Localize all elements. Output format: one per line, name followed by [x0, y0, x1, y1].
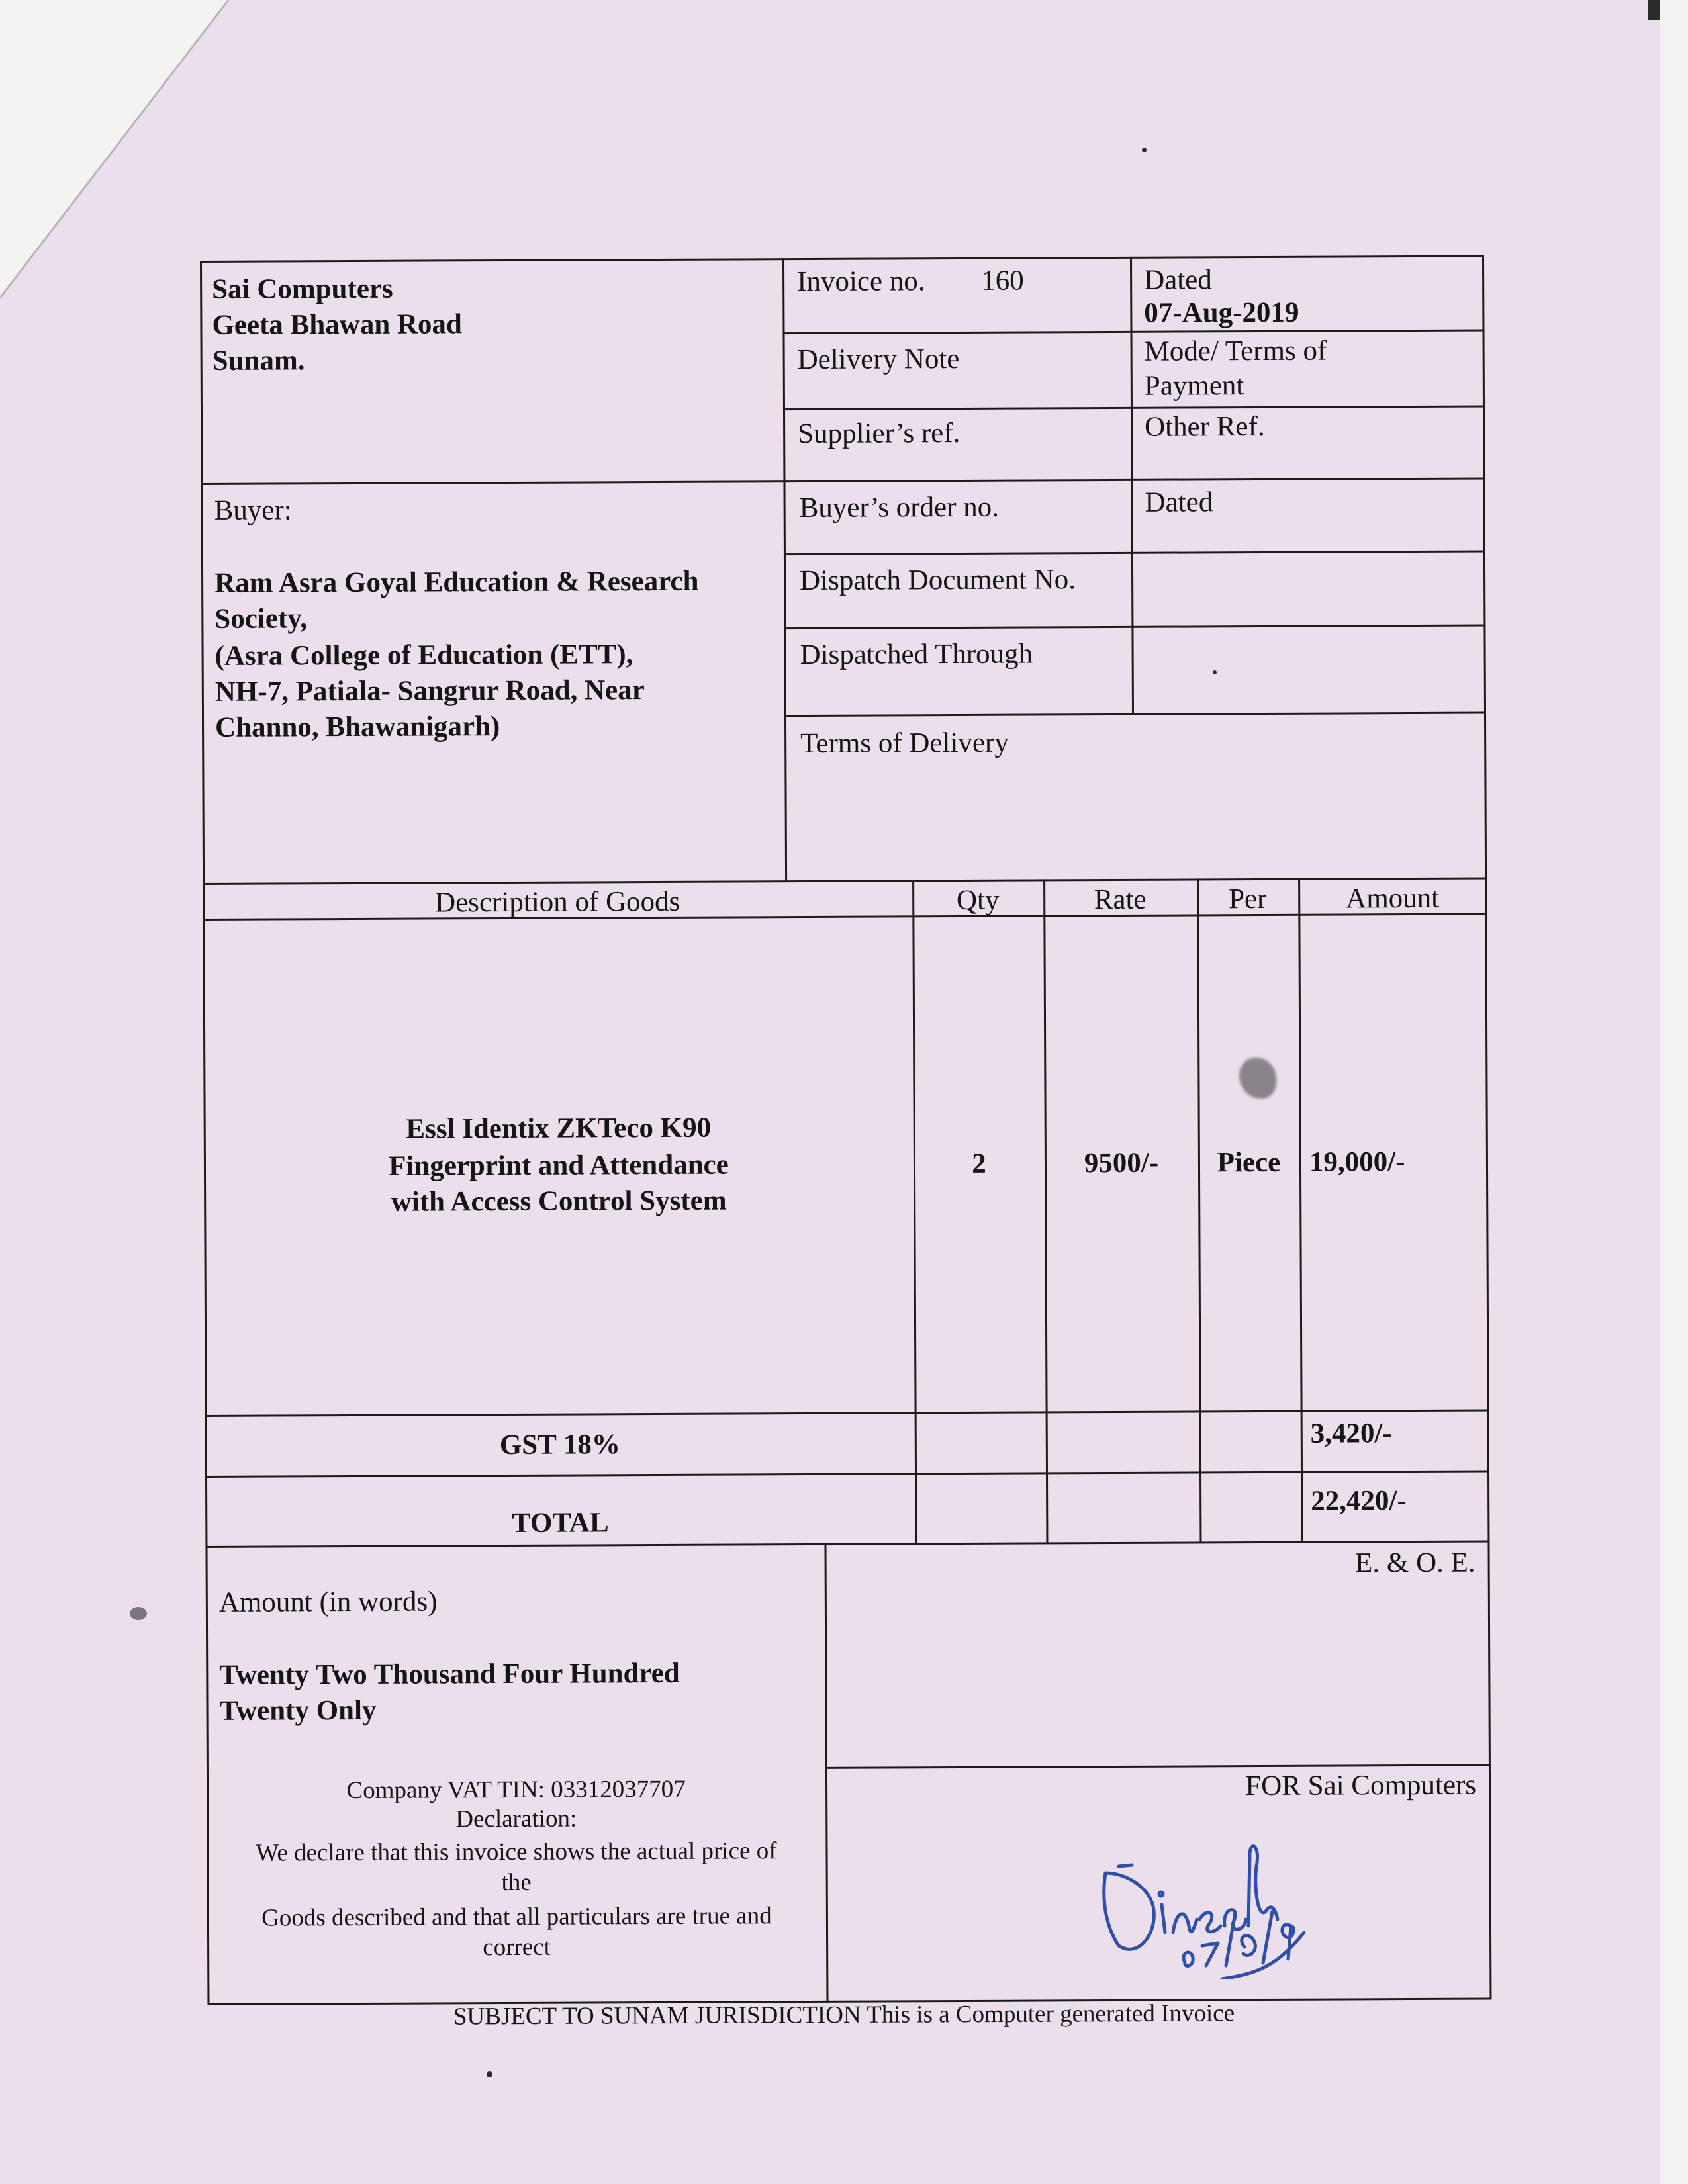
declaration-line-1: We declare that this invoice shows the actual price of — [256, 1837, 777, 1867]
header-row-line-4 — [784, 625, 1485, 630]
header-row-line-5 — [784, 712, 1486, 717]
item-amount: 19,000/- — [1309, 1146, 1405, 1178]
seller-address-1: Geeta Bhawan Road — [212, 308, 462, 341]
footer-jurisdiction: SUBJECT TO SUNAM JURISDICTION This is a Computer generated Invoice — [453, 1999, 1235, 2030]
item-per: Piece — [1217, 1146, 1281, 1179]
header-divider-1 — [782, 258, 787, 882]
item-qty: 2 — [972, 1148, 986, 1179]
other-ref-label: Other Ref. — [1145, 410, 1265, 443]
declaration-heading: Declaration: — [455, 1805, 577, 1833]
item-description-line-3: with Access Control System — [391, 1185, 727, 1218]
buyer-line-4: NH-7, Patiala- Sangrur Road, Near — [214, 674, 645, 707]
col-header-rate: Rate — [1094, 884, 1147, 916]
speck — [1142, 148, 1147, 152]
amount-words-line-2: Twenty Only — [219, 1694, 377, 1727]
gst-row-top — [205, 1410, 1489, 1417]
seller-name: Sai Computers — [212, 273, 393, 305]
eoe-text: E. & O. E. — [1354, 1547, 1476, 1579]
dated-value: 07-Aug-2019 — [1144, 296, 1299, 329]
buyer-label: Buyer: — [214, 494, 292, 526]
col-header-per: Per — [1228, 883, 1267, 915]
col-header-qty: Qty — [956, 884, 1000, 917]
buyer-line-3: (Asra College of Education (ETT), — [214, 639, 633, 672]
speck — [130, 1607, 147, 1620]
invoice-no-value: 160 — [981, 265, 1024, 296]
buyers-order-label: Buyer’s order no. — [799, 491, 1000, 524]
terms-of-delivery-label: Terms of Delivery — [800, 727, 1009, 760]
scan-corner-shadow — [1648, 0, 1660, 20]
declaration-line-4: correct — [483, 1933, 551, 1962]
buyers-order-dated-label: Dated — [1145, 486, 1213, 518]
dispatch-document-label: Dispatch Document No. — [800, 564, 1076, 597]
item-rate: 9500/- — [1084, 1147, 1159, 1179]
col-divider-amount — [1298, 878, 1303, 1543]
dispatched-through-label: Dispatched Through — [800, 638, 1033, 671]
speck — [1213, 670, 1217, 674]
mode-terms-label-2: Payment — [1144, 370, 1244, 402]
handwritten-signature — [1092, 1827, 1311, 1979]
header-divider-2 — [1130, 257, 1134, 715]
total-amount: 22,420/- — [1311, 1485, 1407, 1517]
buyer-section-line — [201, 478, 1485, 485]
buyer-line-2: Society, — [214, 603, 308, 635]
header-row-line-3 — [784, 551, 1485, 556]
seller-address-2: Sunam. — [212, 345, 305, 377]
total-row-bottom — [205, 1541, 1489, 1548]
declaration-line-3: Goods described and that all particulars are true and — [261, 1902, 772, 1932]
delivery-note-label: Delivery Note — [797, 343, 960, 376]
scan-page-edge — [1660, 0, 1688, 2184]
item-description-line-2: Fingerprint and Attendance — [389, 1149, 729, 1182]
item-description-line-1: Essl Identix ZKTeco K90 — [406, 1112, 712, 1145]
total-label: TOTAL — [511, 1507, 609, 1539]
for-company-text: FOR Sai Computers — [1245, 1769, 1477, 1802]
gst-row-bottom — [205, 1471, 1489, 1478]
mode-terms-label-1: Mode/ Terms of — [1144, 335, 1327, 367]
dated-label: Dated — [1144, 264, 1212, 296]
suppliers-ref-label: Supplier’s ref. — [798, 417, 961, 450]
table-border-right — [1482, 255, 1492, 2000]
col-header-description: Description of Goods — [435, 886, 680, 919]
amount-words-label: Amount (in words) — [218, 1586, 438, 1618]
gst-label: GST 18% — [499, 1429, 620, 1461]
folded-corner — [0, 0, 238, 304]
header-row-line-2 — [783, 406, 1485, 411]
col-header-amount: Amount — [1346, 882, 1440, 915]
company-vat-tin: Company VAT TIN: 03312037707 — [346, 1775, 686, 1805]
speck — [487, 2071, 492, 2077]
gst-amount: 3,420/- — [1310, 1418, 1392, 1449]
buyer-line-1: Ram Asra Goyal Education & Research — [214, 565, 699, 599]
table-border-top — [200, 255, 1484, 263]
amount-words-line-1: Twenty Two Thousand Four Hundred — [219, 1657, 680, 1691]
header-row-line-1 — [782, 330, 1484, 335]
col-divider-rate — [1043, 879, 1048, 1543]
col-divider-per — [1197, 878, 1201, 1543]
declaration-line-2: the — [501, 1868, 532, 1897]
invoice-form — [200, 255, 1491, 2005]
buyer-line-5: Channo, Bhawanigarh) — [214, 711, 500, 743]
invoice-no-label: Invoice no. — [797, 265, 925, 298]
